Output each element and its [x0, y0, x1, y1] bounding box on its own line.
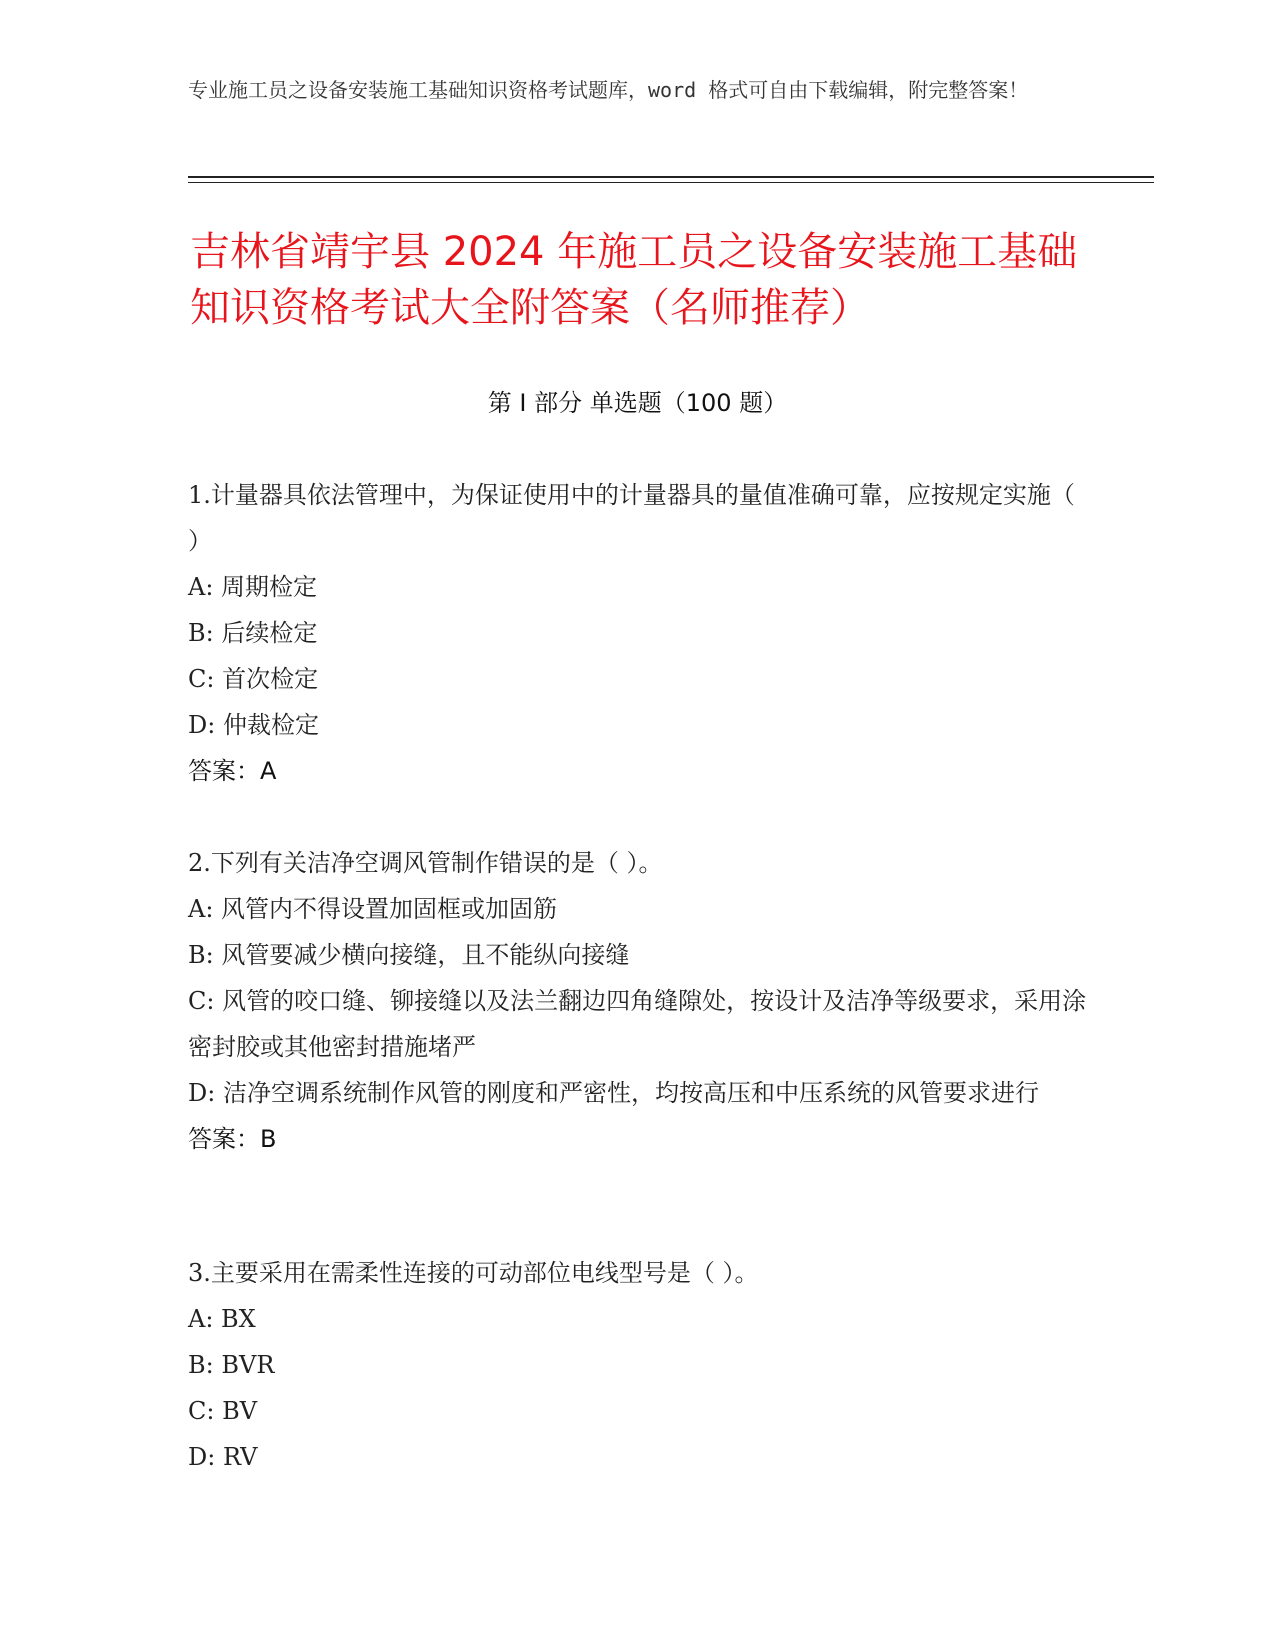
section-title: 第 I 部分 单选题（100 题）	[487, 389, 788, 417]
option-b: B: 风管要减少横向接缝，且不能纵向接缝	[188, 941, 630, 969]
document-title: 吉林省靖宇县 2024 年施工员之设备安装施工基础知识资格考试大全附答案（名师推荐）	[190, 229, 1078, 331]
option-c: C: 首次检定	[188, 665, 319, 693]
option-c: C: BV	[188, 1397, 258, 1425]
option-a: A: BX	[188, 1305, 256, 1333]
question-stem: 1.计量器具依法管理中，为保证使用中的计量器具的量值准确可靠，应按规定实施（ ）	[188, 481, 1075, 555]
option-a: A: 周期检定	[188, 573, 318, 601]
question-stem: 3.主要采用在需柔性连接的可动部位电线型号是（ ）。	[188, 1259, 759, 1287]
question-3	[188, 1250, 1088, 1480]
option-b: B: 后续检定	[188, 619, 318, 647]
header-divider-thick	[188, 176, 1154, 178]
answer: 答案：B	[188, 1125, 277, 1153]
option-d: D: 仲裁检定	[188, 711, 319, 739]
option-a: A: 风管内不得设置加固框或加固筋	[188, 895, 558, 923]
question-1	[188, 472, 1088, 794]
option-b: B: BVR	[188, 1351, 275, 1379]
header-note: 专业施工员之设备安装施工基础知识资格考试题库，word 格式可自由下载编辑，附完整答案！	[188, 78, 1029, 102]
question-stem: 2.下列有关洁净空调风管制作错误的是（ ）。	[188, 849, 663, 877]
answer: 答案：A	[188, 757, 277, 785]
option-d: D: RV	[188, 1443, 258, 1471]
header-divider-thin	[188, 182, 1154, 183]
option-d: D: 洁净空调系统制作风管的刚度和严密性，均按高压和中压系统的风管要求进行	[188, 1079, 1039, 1107]
question-2	[188, 840, 1088, 1162]
option-c: C: 风管的咬口缝、铆接缝以及法兰翻边四角缝隙处，按设计及洁净等级要求，采用涂密封胶或其他密封措施堵严	[188, 987, 1087, 1061]
